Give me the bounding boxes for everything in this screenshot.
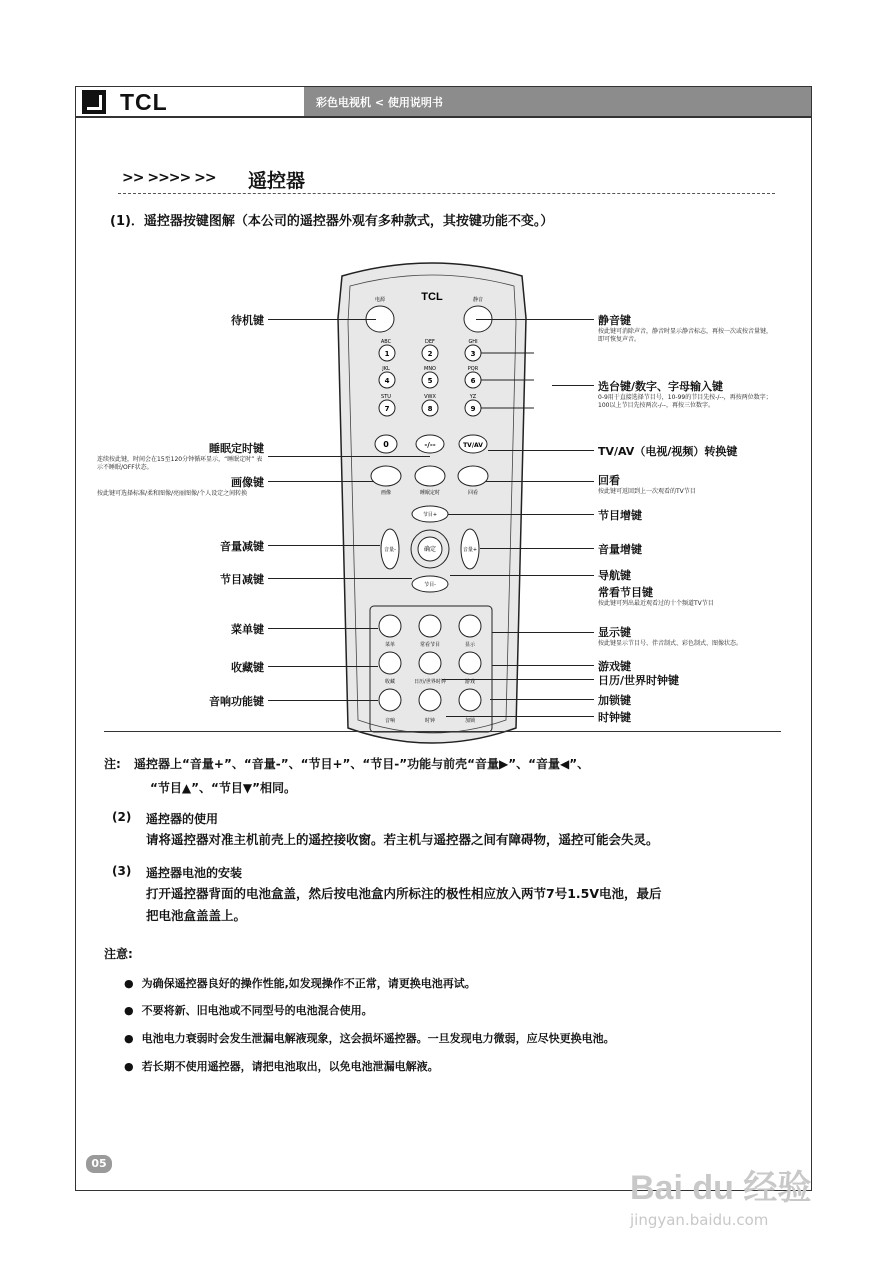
calendar-leader xyxy=(442,679,594,680)
recall-key-label-text: 回看 xyxy=(598,474,620,487)
usage-title: 遥控器的使用 xyxy=(146,812,219,826)
sound-key xyxy=(379,689,401,711)
key-letters-3: GHI xyxy=(468,339,478,345)
picture-key xyxy=(371,466,401,486)
battery-line-1: 打开遥控器背面的电池盒盖，然后按电池盒内所标注的极性相应放入两节7号1.5V电池，最后 xyxy=(146,886,662,901)
program-down-key-text: 节目- xyxy=(424,582,436,588)
program-down-key-label: 节目减键 xyxy=(220,573,264,586)
digit-key-4-text: 4 xyxy=(384,377,390,385)
battery-title: 遥控器电池的安装 xyxy=(146,866,243,880)
battery-line-2: 把电池盒盖盖上。 xyxy=(146,908,247,923)
remote-brand: TCL xyxy=(421,291,443,303)
game-key xyxy=(459,652,481,674)
mute-key-desc: 按此键可消除声音，静音时显示静音标志，再按一次或按音量键，即可恢复声音。 xyxy=(598,328,773,343)
section-divider xyxy=(118,193,775,194)
recall-key-label: 回看 xyxy=(467,490,479,496)
usage-number: (2) xyxy=(112,810,132,824)
volume-down-key-label: 音量减键 xyxy=(220,540,264,553)
key-letters-4: JKL xyxy=(382,366,390,372)
brand-logo xyxy=(76,87,304,117)
collect-key xyxy=(379,652,401,674)
volume-down-key-text: 音量- xyxy=(384,547,396,553)
diagram-bottom-rule xyxy=(104,731,781,732)
picture-leader xyxy=(268,481,374,482)
calendar-key-label-text: 日历/世界时钟键 xyxy=(598,674,680,687)
clock-key-label: 时钟 xyxy=(424,718,436,724)
watermark-url: jingyan.baidu.com xyxy=(630,1211,769,1229)
menu-key-label: 菜单 xyxy=(384,642,396,648)
standby-leader xyxy=(268,319,376,320)
clock-key-label-text: 时钟键 xyxy=(598,711,631,724)
caution-bullet-3: ● 电池电力衰弱时会发生泄漏电解液现象，这会损坏遥控器。一旦发现电力微弱，应尽快更换电池。 xyxy=(124,1030,615,1046)
caution-title: 注意: xyxy=(104,947,133,961)
clock-leader xyxy=(446,716,594,717)
volume-down-leader xyxy=(268,545,380,546)
key-letters-7: STU xyxy=(381,394,391,400)
display-key-label-text: 显示键 xyxy=(598,626,631,639)
page-number: 05 xyxy=(86,1155,112,1173)
picture-key-desc: 按此键可选择标准/柔和图像/亮丽图像/个人设定之间转换 xyxy=(97,490,248,497)
standby-key-label: 待机键 xyxy=(231,314,264,327)
digit-key-6-text: 6 xyxy=(470,377,476,385)
navigation-key-label: 导航键 xyxy=(598,569,631,582)
power-key-label: 电源 xyxy=(374,297,386,303)
mute-leader xyxy=(476,319,594,320)
game-key-label-text: 游戏键 xyxy=(598,660,631,673)
clock-key xyxy=(419,689,441,711)
lock-key-label: 加锁 xyxy=(464,718,476,724)
lock-key xyxy=(459,689,481,711)
sleep-timer-desc: 连续按此键，时间会在15至120分钟循环显示，“睡眠定时” 表示不睡眠/OFF状态。 xyxy=(97,456,263,471)
digit-key-1-text: 1 xyxy=(384,350,390,358)
sleep-timer-leader xyxy=(268,456,430,457)
program-up-key-label: 节目增键 xyxy=(598,509,642,522)
page-header xyxy=(75,86,812,118)
manual-title: 彩色电视机 < 使用说明书 xyxy=(316,96,443,109)
program-down-leader xyxy=(268,578,412,579)
lock-leader xyxy=(490,699,594,700)
display-key-desc: 按此键显示节目号、伴音制式、彩色制式、图像状态。 xyxy=(598,640,743,647)
collect-key-label: 收藏 xyxy=(384,679,396,685)
sleep-timer-key-label: 睡眠定时键 xyxy=(209,442,264,455)
remote-control-illustration xyxy=(330,258,534,758)
picture-key-label: 画像 xyxy=(380,490,392,496)
mute-key-label-text: 静音键 xyxy=(598,314,631,327)
calendar-key xyxy=(419,652,441,674)
tcl-logo-icon xyxy=(82,90,106,114)
picture-key-label-text: 画像键 xyxy=(231,476,264,489)
digit-key-5-text: 5 xyxy=(427,377,433,385)
tv-av-key-label: TV/AV（电视/视频）转换键 xyxy=(598,445,738,458)
note-prefix: 注: xyxy=(104,757,121,771)
menu-leader xyxy=(268,628,378,629)
section-title: 遥控器 xyxy=(248,170,306,192)
key-letters-6: PQR xyxy=(467,366,479,372)
key-letters-2: DEF xyxy=(425,339,435,345)
diagram-caption: (1)．遥控器按键图解（本公司的遥控器外观有多种款式，其按键功能不变。） xyxy=(110,214,554,229)
usage-text: 请将遥控器对准主机前壳上的遥控接收窗。若主机与遥控器之间有障碍物，遥控可能会失灵。 xyxy=(146,832,659,847)
recall-key-desc: 按此键可返回到上一次观看的TV节目 xyxy=(598,488,696,495)
key-letters-8: VWX xyxy=(424,394,436,400)
volume-up-key-label: 音量增键 xyxy=(598,543,642,556)
navigation-leader xyxy=(450,575,594,576)
note-line-1: 遥控器上“音量+”、“音量-”、“节目+”、“节目-”功能与前壳“音量▶”、“音量◀”、 xyxy=(134,757,590,771)
caution-bullet-4: ● 若长期不使用遥控器，请把电池取出，以免电池泄漏电解液。 xyxy=(124,1058,439,1074)
digit-key-2-text: 2 xyxy=(427,350,433,358)
watermark-logo: Bai du 经验 xyxy=(630,1169,812,1207)
favorite-channel-key-label: 常看节目键 xyxy=(598,586,653,599)
mute-key-label: 静音 xyxy=(472,297,484,303)
header-bar xyxy=(304,87,811,117)
favorite-channel-desc: 按此键可列出最近观看过的十个频道TV节目 xyxy=(598,600,714,607)
digit-keys-leader xyxy=(552,385,594,386)
display-leader xyxy=(492,632,594,633)
recall-leader xyxy=(486,481,594,482)
digit-mode-key-text: -/-- xyxy=(424,441,436,449)
brand-name: TCL xyxy=(120,89,168,115)
battery-number: (3) xyxy=(112,864,132,878)
caution-bullet-2: ● 不要将新、旧电池或不同型号的电池混合使用。 xyxy=(124,1002,373,1018)
sleep-timer-key xyxy=(415,466,445,486)
caution-bullet-1: ● 为确保遥控器良好的操作性能,如发现操作不正常，请更换电池再试。 xyxy=(124,975,476,991)
digit-key-7-text: 7 xyxy=(384,405,390,413)
sound-key-label-text: 音响功能键 xyxy=(209,695,264,708)
volume-up-leader xyxy=(480,548,594,549)
digit-key-9-text: 9 xyxy=(470,405,476,413)
recall-key xyxy=(458,466,488,486)
game-leader xyxy=(492,665,594,666)
digit-key-8-text: 8 xyxy=(427,405,433,413)
program-up-leader xyxy=(448,514,594,515)
sleep-key-label: 睡眠定时 xyxy=(419,490,441,496)
game-key-label: 游戏 xyxy=(464,679,476,685)
digit-key-0-text: 0 xyxy=(383,440,389,449)
key-letters-9: YZ xyxy=(469,394,477,400)
collect-key-label-text: 收藏键 xyxy=(231,661,264,674)
note-line-2: “节目▲”、“节目▼”相同。 xyxy=(150,781,297,795)
digit-key-3-text: 3 xyxy=(470,350,476,358)
tv-av-key-text: TV/AV xyxy=(463,442,483,449)
favorite-key-label: 常看节目 xyxy=(419,642,441,648)
sound-key-label: 音响 xyxy=(384,718,396,724)
display-key xyxy=(459,615,481,637)
tv-av-leader xyxy=(488,450,594,451)
volume-up-key-text: 音量+ xyxy=(462,547,478,553)
favorite-channel-key xyxy=(419,615,441,637)
lock-key-label-text: 加锁键 xyxy=(598,694,631,707)
key-letters-5: MNO xyxy=(424,366,436,372)
baidu-watermark xyxy=(630,1160,811,1229)
key-letters-1: ABC xyxy=(380,339,392,345)
section-arrows: >> >>>> >> xyxy=(122,170,216,186)
digit-keys-desc: 0-9用于直接选择节目号，10-99的节目先按-/--，再按两位数字；100以上节目先按两次-/--，再按三位数字。 xyxy=(598,394,772,409)
menu-key-label-text: 菜单键 xyxy=(231,623,264,636)
ok-key-text: 确定 xyxy=(423,546,437,553)
calendar-key-label: 日历/世界时钟 xyxy=(414,679,446,685)
program-up-key-text: 节目+ xyxy=(422,512,438,518)
collect-leader xyxy=(268,666,378,667)
digit-keys-label: 选台键/数字、字母输入键 xyxy=(598,380,724,393)
sound-leader xyxy=(268,700,378,701)
display-key-label: 显示 xyxy=(464,642,476,648)
menu-key xyxy=(379,615,401,637)
